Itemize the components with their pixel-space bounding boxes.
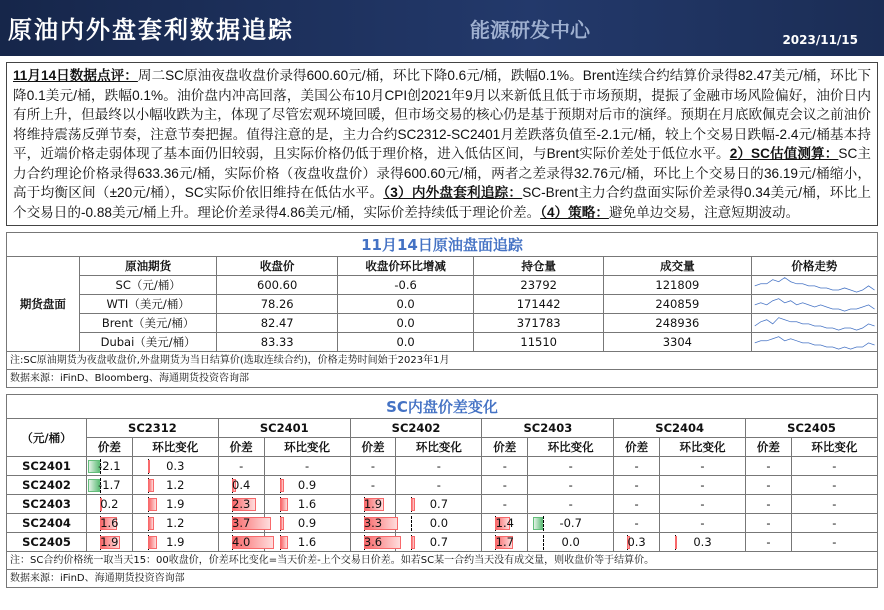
cell-value: 0.0	[561, 534, 580, 549]
row-label: SC2401	[7, 457, 87, 476]
spread-cell	[614, 457, 660, 476]
positive-bar	[280, 498, 288, 511]
cell-vol: 240859	[604, 295, 752, 314]
cell-close: 82.47	[217, 314, 338, 333]
cell-value: -	[568, 496, 573, 511]
spread-cell	[482, 457, 528, 476]
market-source: 数据来源：iFinD、Bloomberg、海通期货投资咨询部	[7, 370, 878, 388]
table-row	[7, 533, 878, 552]
cell-value: 0.0	[429, 515, 449, 530]
zero-axis	[543, 535, 544, 550]
change-cell	[396, 476, 482, 495]
contract-header: SC2312	[87, 419, 219, 438]
market-table	[6, 232, 878, 388]
cell-value: 1.2	[166, 515, 185, 530]
row-label: SC2403	[7, 495, 87, 514]
sub-header-change: 环比变化	[791, 438, 877, 457]
change-cell	[659, 457, 745, 476]
cell-value: -	[700, 458, 705, 473]
change-cell	[791, 533, 877, 552]
cell-value: 1.4	[495, 515, 514, 530]
sub-header-spread: 价差	[614, 438, 660, 457]
spread-cell	[350, 514, 396, 533]
change-cell	[528, 514, 614, 533]
price-trend-sparkline	[751, 333, 877, 352]
trend-line	[754, 336, 874, 348]
commentary-heading: 2）SC估值测算：	[729, 146, 839, 161]
spread-cell	[218, 533, 264, 552]
commentary-text: 周二SC原油夜盘收盘价录得600.60元/桶，环比下降0.6元/桶，跌幅0.1%。Brent连续合约结算价录得82.47美元/桶，环比下降0.1美元/桶，跌幅0.1%。油价盘内冲高回落，美国公布10月CPI创2021年9月以来新低且低于市场预期，提振了金融市场风险偏好，油价日内有所上升，但最终以小幅收跌为主，体现了尽管宏观环境回暖，但市场交易的核心仍是基于预期对后市的演绎。预期在月底欧佩克会议之前油价将维持震荡反弹节奏，注意节奏把握。值得注意的是，主力合约SC2312-SC2401月差跌落负值至-2.1元/桶，较上个交易日跌幅-2.4元/桶基本持平，近端价格走弱体现了基本面仍旧较弱，且实际价格仍低于理价格，进入低估区间，与Brent实际价差处于低位水平。	[13, 68, 871, 161]
contract-header: SC2404	[614, 419, 746, 438]
spread-cell	[746, 457, 792, 476]
change-cell	[659, 495, 745, 514]
cell-value: 3.3	[363, 515, 383, 530]
sub-header-spread: 价差	[350, 438, 396, 457]
trend-line	[754, 317, 874, 329]
cell-value: 0.7	[429, 534, 449, 549]
cell-value: -	[634, 477, 639, 492]
cell-value: -	[370, 458, 376, 473]
positive-bar	[148, 460, 150, 473]
change-cell	[791, 514, 877, 533]
cell-value: -	[832, 458, 837, 473]
row-label: SC2402	[7, 476, 87, 495]
cell-value: -	[832, 515, 837, 530]
sub-header-change: 环比变化	[396, 438, 482, 457]
cell-value: -	[766, 534, 771, 549]
table-row	[7, 295, 878, 314]
cell-value: -	[832, 477, 837, 492]
cell-value: -	[700, 477, 705, 492]
spread-table-title: SC内盘价差变化	[7, 395, 878, 419]
trend-line	[754, 298, 874, 310]
cell-chg: -0.6	[337, 276, 473, 295]
change-cell	[132, 495, 218, 514]
spread-cell	[746, 533, 792, 552]
page-title: 原油内外盘套利数据追踪	[8, 16, 294, 44]
change-cell	[528, 495, 614, 514]
spread-cell	[746, 514, 792, 533]
spread-cell	[218, 457, 264, 476]
column-header: 成交量	[604, 257, 752, 276]
column-header: 原油期货	[79, 257, 217, 276]
change-cell	[132, 476, 218, 495]
sub-header-spread: 价差	[87, 438, 133, 457]
cell-value: -	[832, 496, 837, 511]
cell-value: 2.3	[232, 496, 251, 511]
sub-header-change: 环比变化	[264, 438, 350, 457]
contract-header: SC2405	[746, 419, 878, 438]
cell-chg: 0.0	[337, 295, 473, 314]
cell-value: -2.1	[98, 458, 121, 473]
cell-vol: 3304	[604, 333, 752, 352]
change-cell	[132, 457, 218, 476]
contract-header: SC2403	[482, 419, 614, 438]
commentary-heading: 11月14日数据点评：	[13, 68, 138, 83]
cell-value: 4.0	[232, 534, 251, 549]
cell-value: 0.3	[627, 534, 646, 549]
cell-oi: 23792	[474, 276, 604, 295]
sub-header-spread: 价差	[218, 438, 264, 457]
market-table-title: 11月14日原油盘面追踪	[7, 233, 878, 257]
cell-close: 78.26	[217, 295, 338, 314]
cell-value: -	[502, 496, 507, 511]
commentary-heading: （4）策略：	[540, 204, 609, 220]
change-cell	[791, 476, 877, 495]
sub-header-change: 环比变化	[132, 438, 218, 457]
cell-value: 0.9	[297, 477, 317, 492]
change-cell	[396, 533, 482, 552]
data-commentary	[6, 62, 878, 226]
cell-value: -	[436, 477, 441, 492]
positive-bar	[148, 498, 158, 511]
cell-value: -	[436, 458, 441, 473]
change-cell	[396, 495, 482, 514]
price-trend-sparkline	[751, 314, 877, 333]
cell-name: WTI（美元/桶）	[79, 295, 217, 314]
cell-oi: 11510	[474, 333, 604, 352]
zero-axis	[543, 516, 544, 531]
sub-header-change: 环比变化	[659, 438, 745, 457]
cell-value: -	[239, 458, 244, 473]
contract-header: SC2401	[218, 419, 350, 438]
spread-cell	[87, 476, 133, 495]
cell-value: 0.3	[166, 458, 185, 473]
positive-bar	[148, 517, 154, 530]
spread-source: 数据来源：iFinD、海通期货投资咨询部	[7, 570, 878, 588]
spread-cell	[614, 495, 660, 514]
watermark: 能源研发中心	[470, 18, 590, 42]
change-cell	[132, 514, 218, 533]
cell-value: -	[766, 458, 771, 473]
change-cell	[264, 476, 350, 495]
column-header: 收盘价环比增减	[337, 257, 473, 276]
spread-cell	[746, 476, 792, 495]
spread-cell	[350, 533, 396, 552]
change-cell	[528, 476, 614, 495]
change-cell	[528, 457, 614, 476]
cell-value: -	[370, 477, 376, 492]
cell-value: -	[766, 515, 771, 530]
change-cell	[132, 533, 218, 552]
spread-cell	[218, 476, 264, 495]
change-cell	[264, 533, 350, 552]
cell-value: -	[568, 477, 573, 492]
change-cell	[264, 514, 350, 533]
cell-value: -	[634, 515, 639, 530]
spread-cell	[350, 495, 396, 514]
positive-bar	[280, 517, 285, 530]
cell-name: Brent（美元/桶）	[79, 314, 217, 333]
change-cell	[528, 533, 614, 552]
cell-value: -1.7	[98, 477, 121, 492]
spread-table	[6, 394, 878, 588]
cell-value: 1.9	[166, 534, 185, 549]
change-cell	[659, 476, 745, 495]
cell-value: 0.3	[693, 534, 712, 549]
cell-value: -	[634, 496, 639, 511]
spread-cell	[746, 495, 792, 514]
cell-value: 1.9	[166, 496, 185, 511]
report-date: 2023/11/15	[782, 33, 858, 47]
cell-vol: 248936	[604, 314, 752, 333]
cell-value: 0.7	[429, 496, 449, 511]
cell-value: -	[700, 515, 705, 530]
spread-cell	[218, 514, 264, 533]
column-header: 收盘价	[217, 257, 338, 276]
trend-line	[754, 277, 874, 292]
positive-bar	[411, 498, 415, 511]
spread-cell	[614, 514, 660, 533]
change-cell	[396, 457, 482, 476]
column-header: 价格走势	[751, 257, 877, 276]
change-cell	[396, 514, 482, 533]
cell-value: -0.7	[559, 515, 582, 530]
spread-cell	[482, 495, 528, 514]
cell-value: -	[766, 477, 771, 492]
change-cell	[264, 457, 350, 476]
spread-cell	[87, 533, 133, 552]
cell-value: 0.2	[100, 496, 119, 511]
zero-axis	[411, 516, 412, 531]
cell-value: -	[700, 496, 705, 511]
positive-bar	[280, 479, 285, 492]
unit-label: （元/桶）	[7, 419, 87, 457]
table-row	[7, 476, 878, 495]
spread-cell	[482, 476, 528, 495]
positive-bar	[280, 536, 288, 549]
cell-value: -	[634, 458, 639, 473]
market-note: 注:SC原油期货为夜盘收盘价,外盘期货为当日结算价(选取连续合约)，价格走势时间始于2023年1月	[7, 352, 878, 370]
cell-value: 1.9	[100, 534, 119, 549]
positive-bar	[675, 536, 677, 549]
price-trend-sparkline	[751, 295, 877, 314]
spread-cell	[87, 495, 133, 514]
change-cell	[791, 495, 877, 514]
cell-value: 3.6	[363, 534, 383, 549]
change-cell	[791, 457, 877, 476]
change-cell	[659, 514, 745, 533]
sub-header-spread: 价差	[482, 438, 528, 457]
commentary-heading: （3）内外盘套利追踪：	[383, 185, 523, 200]
price-trend-sparkline	[751, 276, 877, 295]
change-cell	[659, 533, 745, 552]
cell-chg: 0.0	[337, 333, 473, 352]
cell-oi: 371783	[474, 314, 604, 333]
sub-header-spread: 价差	[746, 438, 792, 457]
cell-name: SC（元/桶）	[79, 276, 217, 295]
spread-note: 注：SC合约价格统一取当天15：00收盘价，价差环比变化=当天价差-上个交易日价差。如若SC某一合约当天没有成交量，则收盘价等于结算价。	[7, 552, 878, 570]
cell-value: 1.7	[495, 534, 514, 549]
cell-value: -	[766, 496, 771, 511]
spread-cell	[482, 533, 528, 552]
spread-cell	[350, 457, 396, 476]
cell-close: 83.33	[217, 333, 338, 352]
cell-value: -	[502, 458, 507, 473]
cell-vol: 121809	[604, 276, 752, 295]
cell-value: -	[304, 458, 310, 473]
contract-header: SC2402	[350, 419, 482, 438]
positive-bar	[411, 536, 415, 549]
row-label: SC2405	[7, 533, 87, 552]
cell-chg: 0.0	[337, 314, 473, 333]
cell-value: 1.6	[100, 515, 119, 530]
spread-cell	[614, 533, 660, 552]
cell-close: 600.60	[217, 276, 338, 295]
cell-value: 1.6	[297, 496, 317, 511]
cell-value: 1.6	[297, 534, 317, 549]
cell-value: -	[568, 458, 573, 473]
spread-cell	[350, 476, 396, 495]
cell-value: -	[502, 477, 507, 492]
positive-bar	[148, 536, 158, 549]
header-bar	[0, 0, 884, 56]
cell-value: 0.9	[297, 515, 317, 530]
negative-bar	[533, 517, 544, 530]
cell-value: 1.2	[166, 477, 185, 492]
cell-value: 0.4	[232, 477, 251, 492]
spread-cell	[87, 457, 133, 476]
column-header: 持仓量	[474, 257, 604, 276]
table-row	[7, 457, 878, 476]
commentary-text: SC-Brent主力合约盘面实际价差录得0.34美元/桶，环比上个交易日的-0.88美元/桶上升。理论价差录得4.86美元/桶，实际价差持续低于理论价差。	[13, 185, 871, 220]
spread-cell	[218, 495, 264, 514]
cell-value: 3.7	[232, 515, 251, 530]
spread-cell	[482, 514, 528, 533]
cell-value: 1.9	[363, 496, 383, 511]
cell-oi: 171442	[474, 295, 604, 314]
sub-header-change: 环比变化	[528, 438, 614, 457]
commentary-text: SC主力合约理论价格录得633.36元/桶，实际价格（夜盘收盘价）录得600.60元/桶，两者之差录得32.76元/桶，环比上个交易日的36.19元/桶缩小，高于均衡区间（±20元/桶），SC实际价依旧维持在低估水平。	[13, 146, 871, 200]
row-label: SC2404	[7, 514, 87, 533]
spread-cell	[87, 514, 133, 533]
table-row	[7, 495, 878, 514]
cell-value: -	[832, 534, 837, 549]
positive-bar	[148, 479, 154, 492]
spread-cell	[614, 476, 660, 495]
side-label: 期货盘面	[7, 257, 80, 352]
table-row	[7, 276, 878, 295]
change-cell	[264, 495, 350, 514]
table-row	[7, 314, 878, 333]
commentary-text: 避免单边交易，注意短期波动。	[608, 204, 800, 220]
table-row	[7, 333, 878, 352]
table-row	[7, 514, 878, 533]
cell-name: Dubai（美元/桶）	[79, 333, 217, 352]
